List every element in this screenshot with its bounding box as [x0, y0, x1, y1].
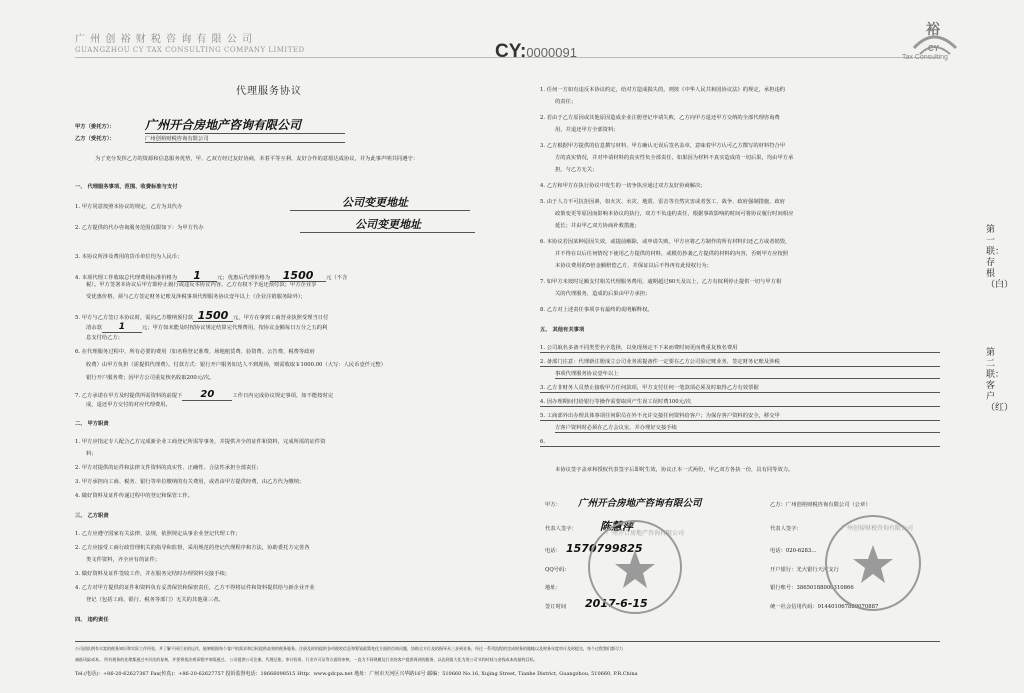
s1-line4e: 受优惠价格，须与乙方签定财务记账及涉税事项代理服务协议壹年以上（企业注销服务除外）；: [86, 294, 306, 300]
logo-char: 裕: [926, 22, 940, 38]
rep-label-b: 代表人签字：: [770, 526, 802, 532]
section-5-title: 五、 其他有关事项: [540, 327, 585, 333]
r-item4: 4. 乙方和甲方在执行协议中发生的一切争执应通过双方友好协商解决；: [540, 183, 706, 189]
other-item2b: 事项代理服务协议壹年以上: [555, 372, 940, 379]
tel-label-a: 电话：: [545, 548, 561, 554]
other-item4: 4. 因办理期间付给银行等操作需要取回产生误工误时费100元/次: [540, 400, 940, 407]
fee-discount: 1500: [270, 270, 326, 282]
s1-line5: [75, 310, 328, 322]
footer-divider: [75, 641, 940, 642]
addr-label: 地址：: [545, 585, 561, 591]
tel-label-b: 电话：020-6283...: [770, 548, 817, 554]
r-item5c: 延长；并由甲乙双方协商补救措施；: [555, 223, 640, 229]
r-item7b: 关的代理服务，造成的后果由甲方承担；: [555, 291, 651, 297]
s3-item1: 1. 乙方应遵守国家有关法律、法规，依照规定从事企业登记代理工作；: [75, 531, 241, 537]
s1-handwritten-scope: 公司变更地址: [300, 216, 475, 233]
s1-l5c: 清余款: [86, 325, 102, 331]
s3-item3: 3. 做好资料及证件签收工作，并在服务完结时办理资料交接手续；: [75, 571, 231, 577]
s1-line5e: 息支付给乙方；: [86, 335, 124, 341]
party-b-name: 广州创裕财税咨询有限公司: [145, 137, 345, 143]
r-item6b: 并不得在以后任何情况下使用乙方提供的材料，或模仿抄袭乙方提供的材料的内容，否则甲方应按照: [555, 251, 789, 257]
r-item6: 6. 本协议若因某种原因失效，或提前解除，或申请失败，甲方应将乙方制作的所有材料归还乙方或者销毁，: [540, 239, 791, 245]
s1-handwritten-service: 公司变更地址: [290, 194, 470, 211]
intro: 为了充分发挥乙方的资源和信息服务优势，甲、乙双方经过友好协商，本着平等互利、友好合作的意愿达成协议，并为此事声明共同遵守：: [95, 156, 419, 162]
other-item1: 1. 公司取名多备不同类型名字选择，以免现场定不下来而费时间更而费重复核名费用: [540, 346, 940, 353]
s1-l4a: 4. 本项代理工作收取总代理费用标准价格为: [75, 275, 178, 281]
logo-en: Tax Consulting: [902, 54, 948, 61]
prepay-amount: 1500: [193, 310, 233, 322]
s2-item3: 3. 甲方承担向工商、税务、银行等单位缴纳的有关费用，或者由甲方提供经费，由乙方代为缴纳；: [75, 479, 305, 485]
effect-clause: 本协议签字盖章和授权代表签字后即时生效，协议正本一式两份，甲乙双方各执一份，具有同等效力。: [555, 467, 794, 473]
s1-l7b: 工作日内完成协议规定事项，如不能按时完: [232, 393, 334, 399]
s1-line5c: [86, 323, 327, 333]
s1-l5a: 5. 甲方与乙方签订本协议时，需向乙方缴纳预付款: [75, 315, 193, 321]
header-company-en: GUANGZHOU CY TAX CONSULTING COMPANY LIMITED: [75, 46, 305, 54]
s1-line1: 1. 甲方同意按照本协议的规定，乙方为其代办: [75, 204, 183, 210]
footer-line2: 减低风险成本。 所有税务的处理都通过多层次的复核，并要将依法规章程序审阅通过。 公司提供公司注册、代理记账、审计验资、行业许可证等方面的审核，一直为不同规模及行业的客户提供周到的服务，以达到最大化为贵公司节约时间与金钱成本的最终目标。: [75, 657, 538, 662]
r-item6c: 本协议费用的5倍金额赔偿乙方，并保证以后不得再有此侵权行为；: [555, 263, 712, 269]
s1-line6c: 银行开户服务费；因甲方公司重复核名收取200元/次。: [86, 375, 215, 381]
s3-item2: 2. 乙方应接受工商行政管理机关的指导和监督，采用规范的登记代理程序和方法，协助委托方完善各: [75, 545, 310, 551]
party-a-stamp-text: 广州开合房地产咨询有限公司: [606, 530, 685, 537]
acct-label: 银行账号：38650188000310866: [770, 585, 854, 591]
tel-handwritten-a: 1570799825: [566, 542, 643, 555]
bank-label: 开户银行：光大银行天河支行: [770, 567, 839, 573]
side-label-stub: 第一联：存根（白）: [986, 225, 1014, 290]
r-item2: 2. 若由于乙方原因或其他原因造成企业注册登记申请失败，乙方向甲方退还甲方交纳的全部代理咨询费: [540, 115, 780, 121]
sign-a-handwritten: 广州开合房地产咨询有限公司: [578, 498, 702, 509]
other-item6: 6.: [540, 440, 940, 447]
party-b-stamp-text: 广州创裕财税咨询有限公司: [841, 525, 914, 532]
r-item8: 8. 乙方对上述责任事项享有最终的说明解释权。: [540, 307, 653, 313]
section-4-title: 四、 违约责任: [75, 617, 109, 623]
party-a-stamp: [588, 520, 685, 614]
s2-item1: 1. 甲方应指定专人配合乙方完成新企业工商登记所需等事务，并提供齐全的证件和资料，完成所需的证件资: [75, 439, 326, 445]
r-item5b: 政策变更等原因而影响本协议的执行，双方不负违约责任，根据事故影响的时间可将协议履行时间相应: [555, 211, 794, 217]
r-item3: 3. 乙方根据甲方提供的信息撰写材料，甲方确认无误后签名盖章，意味着甲方认可乙方撰写的材料符合甲: [540, 143, 786, 149]
sign-a-label: 甲方：: [545, 502, 561, 508]
s1-l5b: 元，甲方在拿到工商营业执照受理当日付: [232, 315, 329, 321]
other-item3: 3. 乙方非财务人员禁止接收甲方任何款项，甲方支付任何一笔款项必须及时取得乙方有效票据: [540, 386, 940, 393]
s3-item2b: 类文件资料，齐全应有的证件；: [86, 557, 161, 563]
s1-line6: 6. 在代理服务过程中，所有必要的费用（如名称登记准费、场地租赁费、验资费、公告费、税费等政府: [75, 349, 315, 355]
r-item5: 5. 由于人力不可抗拒因素，如火灾、水灾、地震、雷击等自然灾害或者罢工、战争、政府强制措施、政府: [540, 199, 786, 205]
doc-title: 代理服务协议: [236, 86, 302, 97]
s1-l4c: 元（不含: [326, 275, 348, 281]
s2-item1b: 料；: [86, 451, 97, 457]
date-label: 签订时间: [545, 604, 567, 610]
s1-line4d: 税）。甲方签署本协议后甲方即停止履行或违反本协议内容，乙方有权不予返还预付款；甲方企业享: [86, 282, 317, 288]
s1-line3: 3. 本协议所涉及费用的货币单位均为人民币；: [75, 254, 183, 260]
party-b-label: 乙方（受托方）：: [75, 136, 115, 142]
logo-cy: CY: [928, 44, 940, 53]
s1-line6b: 收费）由甲方负担（需提供代理费）。付款方式：银行开户服务如达人不到现场，则需收取￥1000.00（大写：人民币壹仟元整）: [86, 362, 386, 368]
s1-line4: [75, 270, 347, 282]
other-item2: 2. 备部门注意：代理新注册成立公司业务需提备件一定要在乙方公司验记账业务，签定财务记账及涉税: [540, 360, 940, 367]
party-a-label: 甲方（委托方）：: [75, 124, 115, 130]
rep-signature-a: 陈慧萍: [600, 520, 633, 533]
r-item1b: 的责任；: [555, 99, 577, 105]
sign-b-label: 乙方：广州创裕财税咨询有限公司（公章）: [770, 502, 871, 508]
s2-item4: 4. 做好资料及证件传递过程中的登记和保管工作。: [75, 493, 193, 499]
party-b-stamp: [825, 515, 921, 611]
r-item3b: 方的真实情况，并对申请材料的真实性负全部责任，如果因为材料不真实造成的一切后果，均由甲方承: [555, 155, 794, 161]
r-item1: 1. 任何一方如有违反本协议约定，给对方造成损失的，则按《中华人民共和国协议法》的规定，承担违约: [540, 87, 786, 93]
side-label-client: 第二联：客户（红）: [986, 348, 1014, 413]
s1-line2: 2. 乙方提供的代办咨询服务范围仅限如下：为甲方代办: [75, 225, 204, 231]
qq-label: QQ号码：: [545, 567, 570, 573]
serial-number: CY:0000091: [495, 41, 577, 62]
credit-code-label: 统一社会信用代码：914401067889070887: [770, 604, 879, 610]
date-handwritten: 2017-6-15: [585, 597, 648, 610]
r-item2b: 用，并退还甲方全部资料；: [555, 127, 619, 133]
work-days: 20: [182, 390, 232, 401]
s2-item2: 2. 甲方对提供的证件和法律文件资料的真实性、正确性、合法性承担全部责任；: [75, 465, 262, 471]
balance-amount: 1: [102, 323, 142, 333]
s1-l5d: 元；甲方如未能及时按协议规定结算完代理费用，按协议金额每日万分之五的利: [141, 325, 328, 331]
cy-logo: [902, 18, 962, 64]
fee-standard: 1: [177, 270, 217, 282]
s1-l4b: 元；优惠后代理价格为: [217, 275, 271, 281]
r-item7: 7. 如甲方未按时足额支付相关代理服务费用，逾期超过60天及以上，乙方有权利停止提供一切与甲方相: [540, 279, 782, 285]
r-item3c: 担，与乙方无关；: [555, 167, 598, 173]
header-company-cn: 广 州 创 裕 财 税 咨 询 有 限 公 司: [75, 34, 253, 45]
section-1-title: 一、 代理服务事项、范围、收费标准与支付: [75, 184, 178, 190]
section-3-title: 三、 乙方职责: [75, 513, 109, 519]
s3-item4b: 登记（包括工商、银行、税务等部门）无关的其他第三者。: [86, 597, 224, 603]
s1-line7c: 成，退还甲方交付的对应代理费用。: [86, 402, 171, 408]
s1-line7: [75, 390, 333, 401]
party-a-handwritten: 广州开合房地产咨询有限公司: [145, 116, 345, 134]
footer-contact: Tel.(电话)：+86-20-62627367 Fax(传真)：+86-20-62627757 投诉监督电话：18666098515 Http：www.gdcpa.net 地址：广州市天河区兴华路16号 邮编：510660 No.16, Xujing Street, Tianhe District, Guangzhou, 510660, P.R.China: [75, 671, 638, 677]
other-item5b: 方客户资料时必须在乙方会议室，并办理好交接手续: [555, 426, 940, 433]
rep-label-a: 代表人签字：: [545, 526, 577, 532]
s3-item4: 4. 乙方对甲方提供的证件和资料负有妥善保管和保密责任，乙方不得将证件和资料提供给与新企业开业: [75, 585, 315, 591]
other-item5: 5. 工商部外出办理具体事项任何职员在外不允许交接任何资料给客户；为保存客户资料的安全，移交甲: [540, 414, 940, 421]
footer-line1: 公司团队拥有丰富的税务知识和实际工作经验，并了解不同行业的运作，能够根据每个客户的需求和目标提供高效的税务服务。注册及时的提供各项税收信息和筹划政策变化方面的咨询问题，协助全方位及的指导从三步到业务，经过一系列流程的完成财务的做帐以及财务年度审计及时提交，每个过程我们都尽力: [75, 646, 623, 651]
s1-l7a: 7. 乙方承诺在甲方及时提供所需资料的前提下: [75, 393, 183, 399]
section-2-title: 二、 甲方职责: [75, 421, 109, 427]
